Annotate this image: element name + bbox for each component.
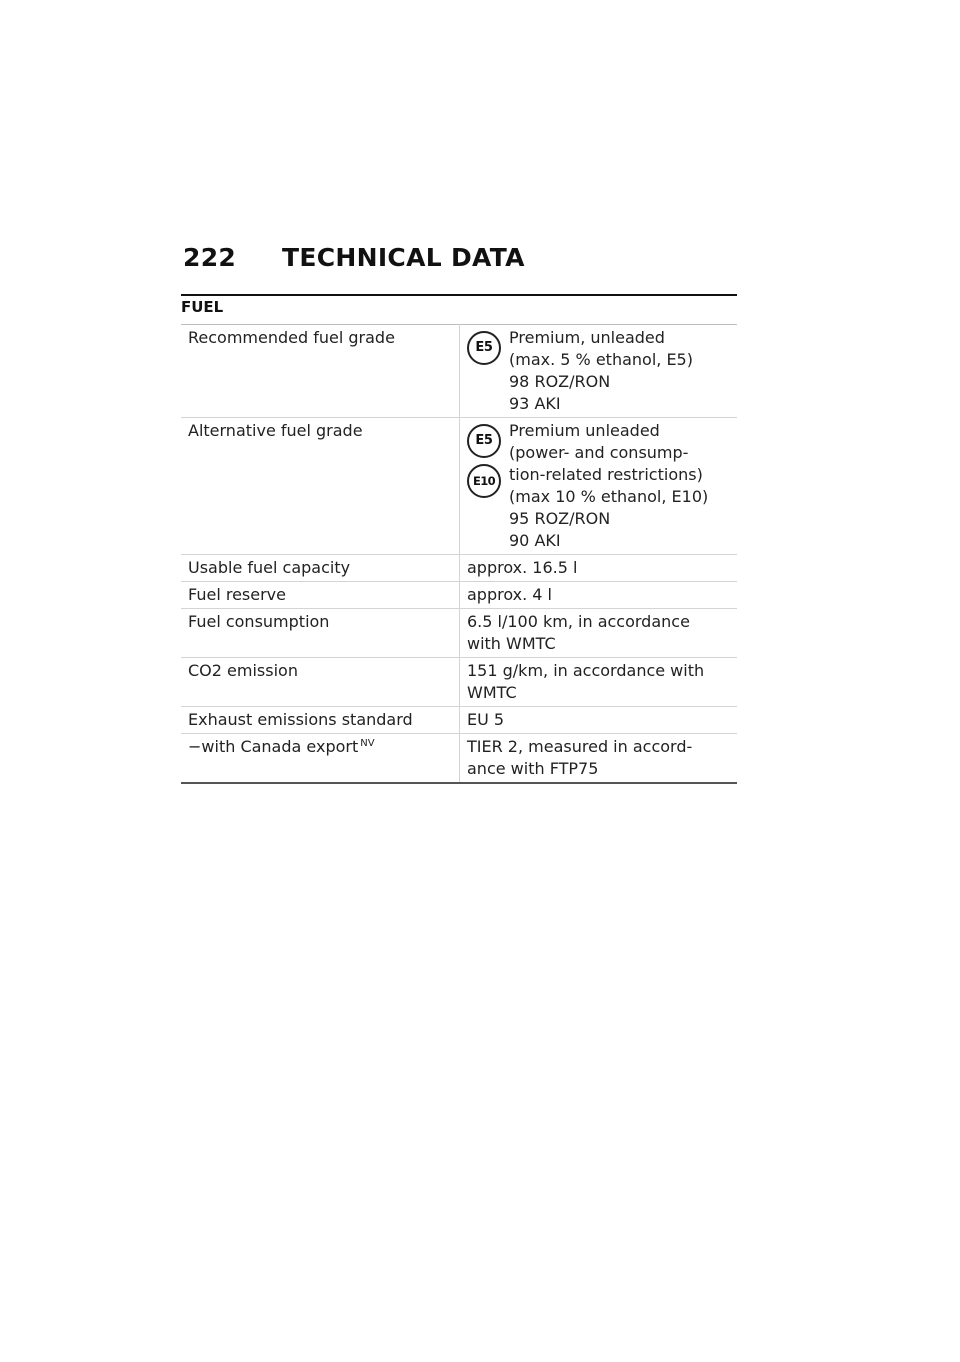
- fuel-section: [181, 294, 737, 784]
- row-label: Recommended fuel grade: [181, 325, 460, 418]
- page-number: 222: [183, 243, 237, 272]
- table-row-fuel-reserve: [181, 582, 737, 609]
- table-row-recommended-fuel: [181, 325, 737, 418]
- row-value: [460, 325, 738, 418]
- row-value: approx. 16.5 l: [460, 555, 738, 582]
- value-line: tion-related restrictions): [509, 465, 703, 484]
- row-value: [460, 609, 738, 658]
- row-value: [460, 658, 738, 707]
- value-line: 98 ROZ/RON: [509, 372, 611, 391]
- value-line: 90 AKI: [509, 531, 561, 550]
- row-value: [460, 734, 738, 784]
- page-header: [183, 243, 525, 272]
- row-label: Usable fuel capacity: [181, 555, 460, 582]
- value-line: 93 AKI: [509, 394, 561, 413]
- value-line: (power- and consump-: [509, 443, 689, 462]
- value-line: WMTC: [467, 683, 517, 702]
- value-line: (max. 5 % ethanol, E5): [509, 350, 693, 369]
- value-line: TIER 2, measured in accord-: [467, 737, 693, 756]
- e5-fuel-icon: E5: [467, 331, 501, 365]
- table-row-fuel-consumption: [181, 609, 737, 658]
- value-line: 6.5 l/100 km, in accordance: [467, 612, 690, 631]
- page-title: TECHNICAL DATA: [282, 243, 525, 272]
- row-value: approx. 4 l: [460, 582, 738, 609]
- e10-fuel-icon: E10: [467, 464, 501, 498]
- row-value: EU 5: [460, 707, 738, 734]
- value-line: ance with FTP75: [467, 759, 599, 778]
- value-line: Premium unleaded: [509, 421, 660, 440]
- table-row-exhaust-standard: [181, 707, 737, 734]
- fuel-data-table: [181, 324, 737, 784]
- row-label: CO2 emission: [181, 658, 460, 707]
- table-row-fuel-capacity: [181, 555, 737, 582]
- value-line: 95 ROZ/RON: [509, 509, 611, 528]
- row-label: [181, 734, 460, 784]
- value-line: Premium, unleaded: [509, 328, 665, 347]
- row-label-text: −with Canada export: [188, 737, 359, 756]
- table-row-alternative-fuel: [181, 418, 737, 555]
- row-label: Alternative fuel grade: [181, 418, 460, 555]
- value-line: with WMTC: [467, 634, 556, 653]
- table-row-co2-emission: [181, 658, 737, 707]
- e5-fuel-icon: E5: [467, 424, 501, 458]
- value-line: 151 g/km, in accordance with: [467, 661, 705, 680]
- value-line: (max 10 % ethanol, E10): [509, 487, 709, 506]
- row-label: Fuel reserve: [181, 582, 460, 609]
- row-label: Exhaust emissions standard: [181, 707, 460, 734]
- nv-superscript: NV: [360, 737, 375, 749]
- row-value: [460, 418, 738, 555]
- table-row-canada-export: [181, 734, 737, 784]
- row-label: Fuel consumption: [181, 609, 460, 658]
- section-title: FUEL: [181, 294, 737, 324]
